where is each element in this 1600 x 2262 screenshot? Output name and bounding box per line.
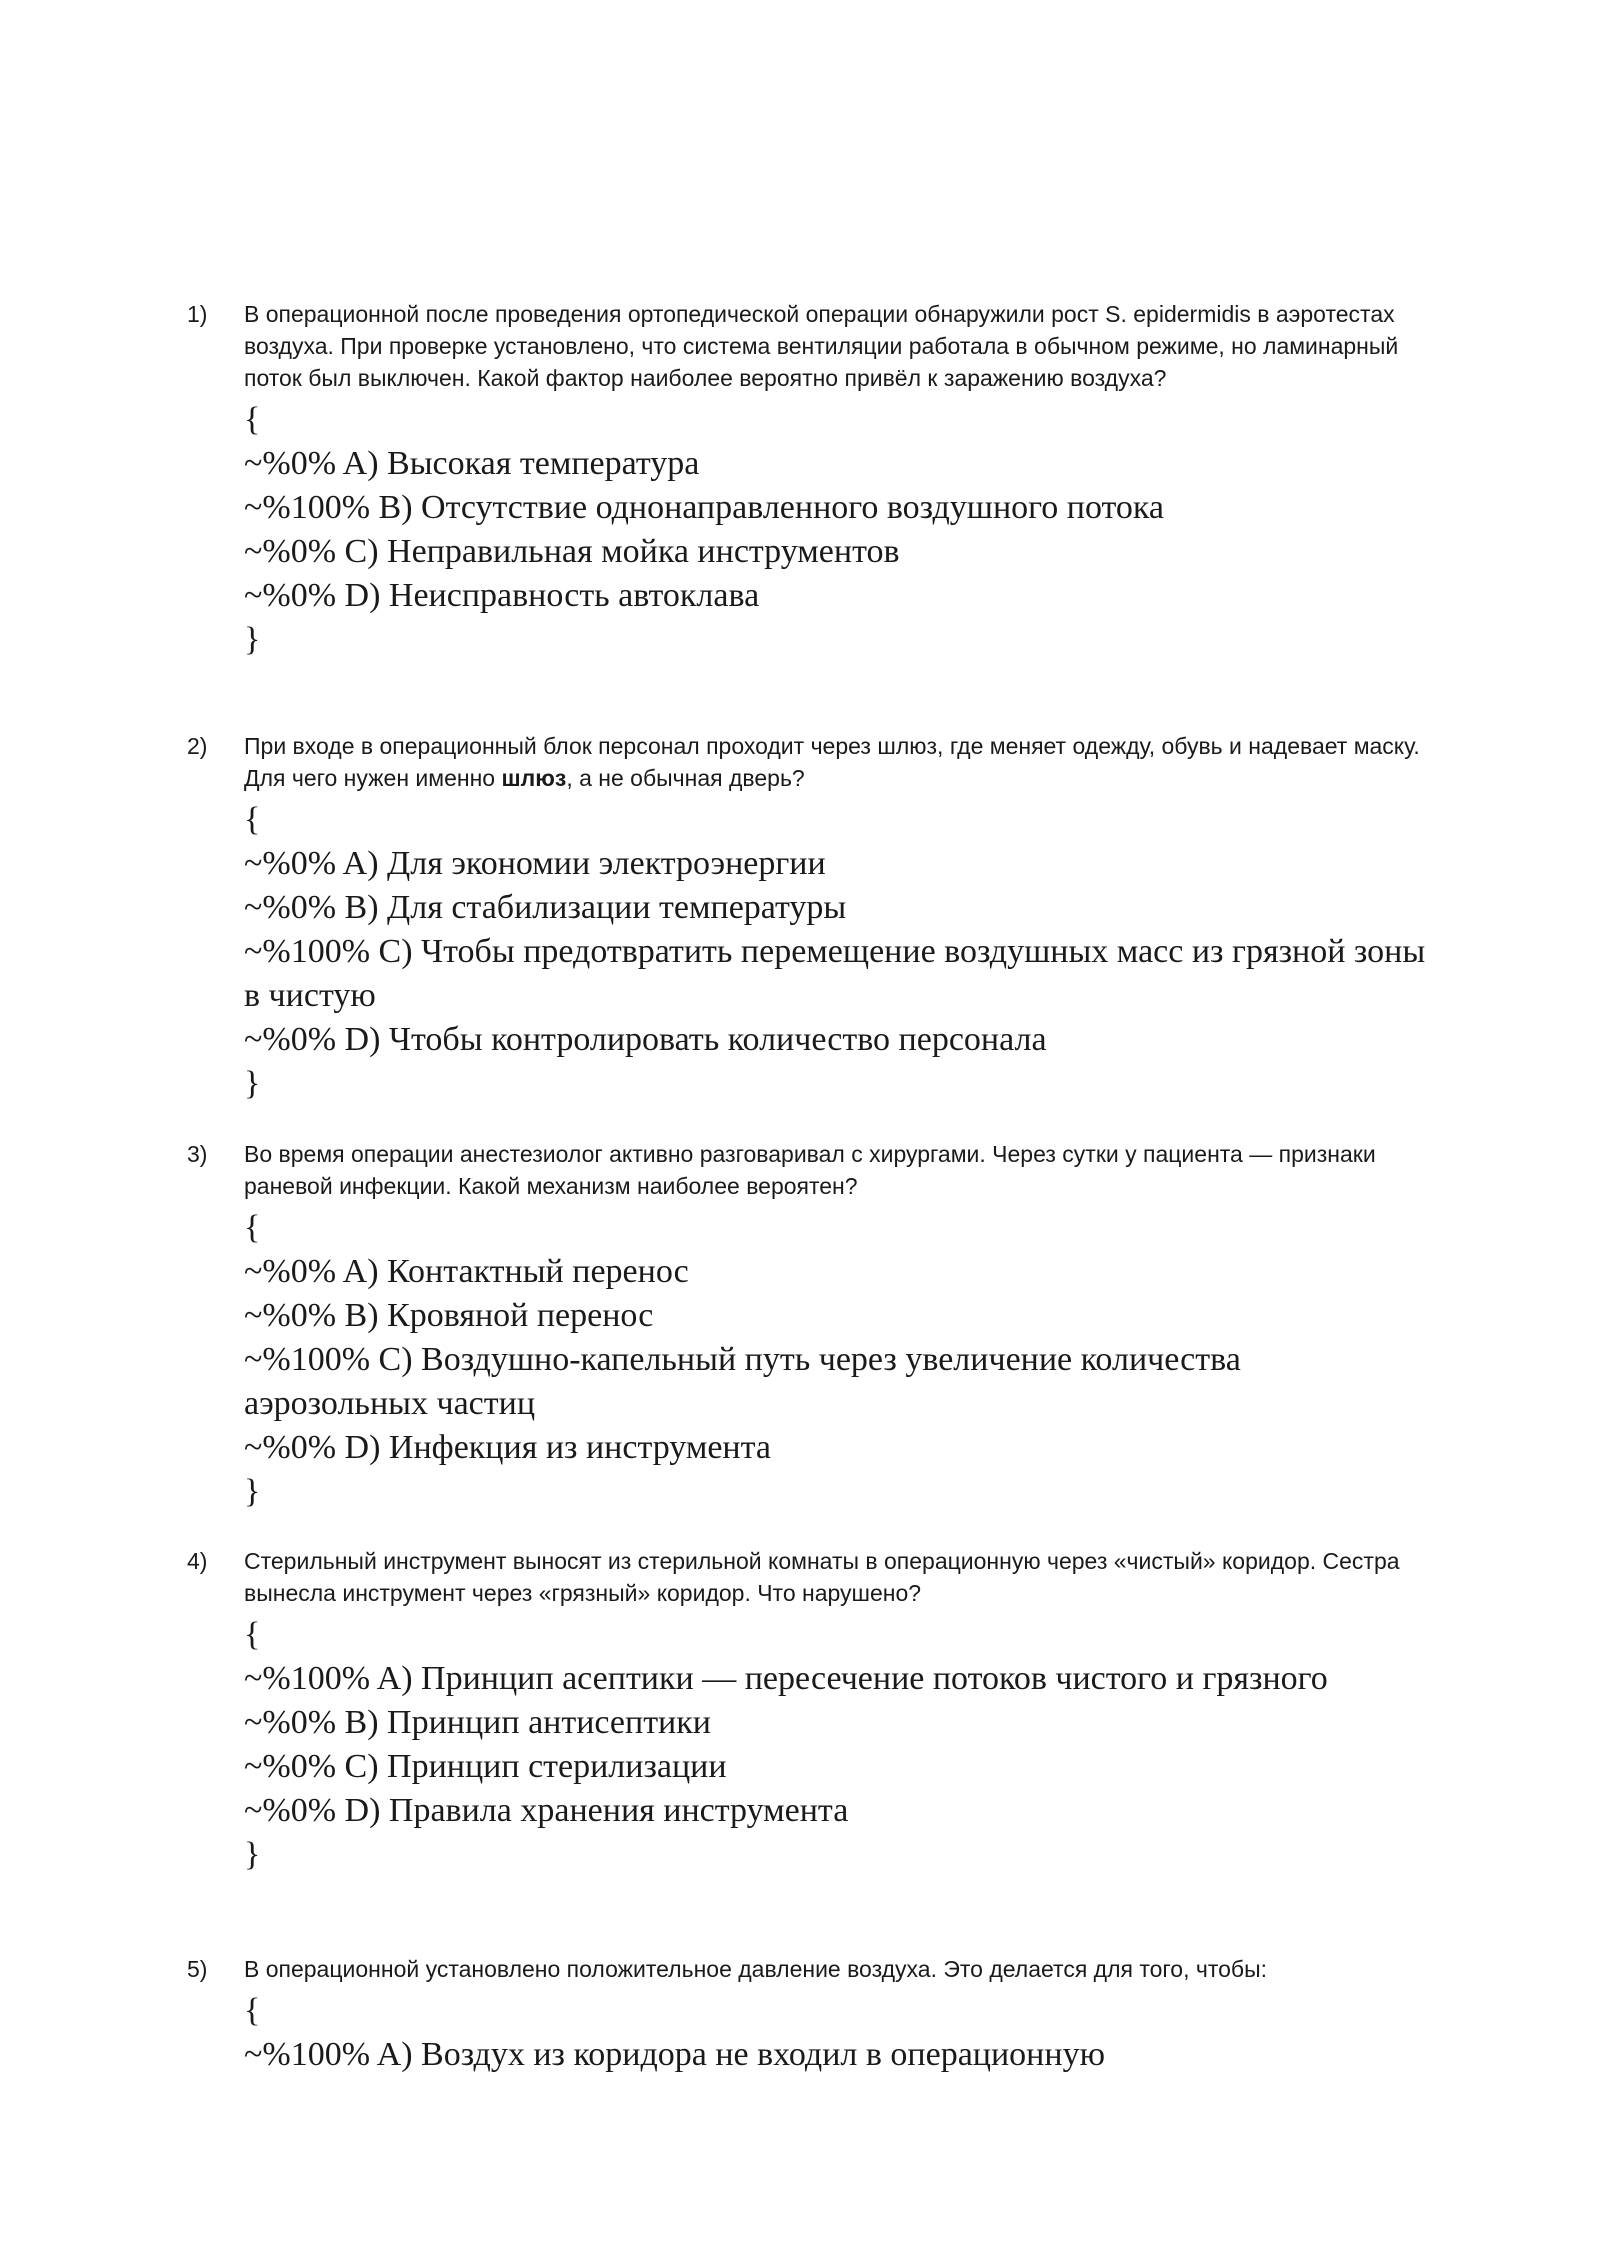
question-header [187, 298, 1427, 394]
open-brace: { [244, 801, 261, 838]
answer-option: ~%100% C) Воздушно-капельный путь через увеличение количества аэрозольных частиц [244, 1341, 1241, 1422]
close-brace: } [244, 621, 261, 658]
answer-block [244, 1206, 1427, 1514]
question-number: 3) [187, 1141, 208, 1167]
question-number: 5) [187, 1956, 208, 1982]
answer-option: ~%100% A) Воздух из коридора не входил в операционную [244, 2036, 1105, 2073]
answer-block [244, 1989, 1427, 2077]
answer-option: ~%0% A) Для экономии электроэнергии [244, 845, 826, 882]
answer-option: ~%100% C) Чтобы предотвратить перемещение воздушных масс из грязной зоны в чистую [244, 933, 1426, 1014]
question-3 [187, 1138, 1427, 1514]
question-text: В операционной установлено положительное давление воздуха. Это делается для того, чтобы: [244, 1956, 1268, 1982]
question-number: 4) [187, 1548, 208, 1574]
answer-option: ~%0% D) Неисправность автоклава [244, 577, 760, 614]
question-header [187, 730, 1427, 794]
answer-option: ~%0% C) Неправильная мойка инструментов [244, 533, 900, 570]
question-text: Стерильный инструмент выносят из стерильной комнаты в операционную через «чистый» коридор. Сестра вынесла инструмент через «грязный» коридор. Что нарушено? [244, 1548, 1400, 1606]
answer-option: ~%0% C) Принцип стерилизации [244, 1748, 727, 1785]
answer-option: ~%0% A) Контактный перенос [244, 1253, 689, 1290]
question-1 [187, 298, 1427, 662]
answer-block [244, 1613, 1427, 1877]
close-brace: } [244, 1473, 261, 1510]
open-brace: { [244, 1209, 261, 1246]
close-brace: } [244, 1065, 261, 1102]
question-4 [187, 1545, 1427, 1877]
answer-option: ~%0% A) Высокая температура [244, 445, 700, 482]
answer-option: ~%100% A) Принцип асептики — пересечение потоков чистого и грязного [244, 1660, 1328, 1697]
answer-option: ~%0% B) Кровяной перенос [244, 1297, 654, 1334]
question-header [187, 1953, 1427, 1985]
question-5 [187, 1953, 1427, 2077]
question-number: 1) [187, 301, 208, 327]
question-text: При входе в операционный блок персонал проходит через шлюз, где меняет одежду, обувь и надевает маску. Для чего нужен именно шлюз, а не обычная дверь? [244, 733, 1420, 791]
answer-option: ~%0% B) Принцип антисептики [244, 1704, 711, 1741]
question-header [187, 1138, 1427, 1202]
answer-option: ~%0% D) Правила хранения инструмента [244, 1792, 849, 1829]
open-brace: { [244, 1992, 261, 2029]
answer-block [244, 398, 1427, 662]
answer-option: ~%0% D) Чтобы контролировать количество персонала [244, 1021, 1047, 1058]
answer-option: ~%100% B) Отсутствие однонаправленного воздушного потока [244, 489, 1165, 526]
question-2 [187, 730, 1427, 1106]
answer-option: ~%0% B) Для стабилизации температуры [244, 889, 847, 926]
question-text: Во время операции анестезиолог активно разговаривал с хирургами. Через сутки у пациента — признаки раневой инфекции. Какой механизм наиболее вероятен? [244, 1141, 1376, 1199]
question-header [187, 1545, 1427, 1609]
question-number: 2) [187, 733, 208, 759]
emphasized-word: шлюз [501, 765, 567, 791]
answer-block [244, 798, 1427, 1106]
close-brace: } [244, 1836, 261, 1873]
open-brace: { [244, 1616, 261, 1653]
open-brace: { [244, 401, 261, 438]
question-text: В операционной после проведения ортопедической операции обнаружили рост S. epidermidis в аэротестах воздуха. При проверке установлено, что система вентиляции работала в обычном режиме, но ламинарный поток был выключен. Какой фактор наиболее вероятно привёл к заражению воздуха? [244, 301, 1399, 391]
answer-option: ~%0% D) Инфекция из инструмента [244, 1429, 771, 1466]
